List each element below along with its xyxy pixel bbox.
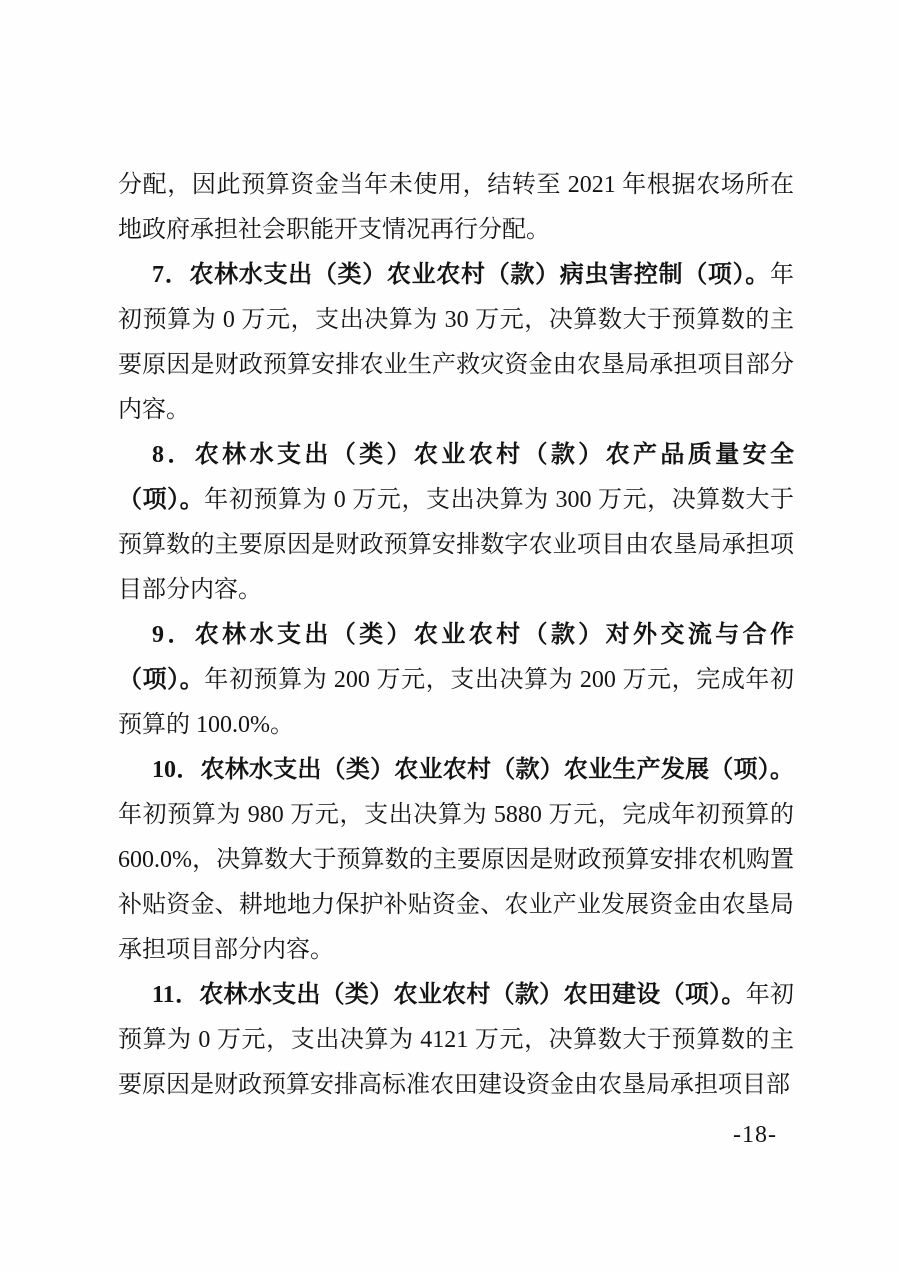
item-7-heading: 7．农林水支出（类）农业农村（款）病虫害控制（项）。: [152, 262, 770, 288]
item-11-heading: 11．农林水支出（类）农业农村（款）农田建设（项）。: [152, 982, 746, 1008]
item-7-body: 年初预算为 0 万元，支出决算为 30 万元，决算数大于预算数的主要原因是财政预算安排农业生产救灾资金由农垦局承担项目部分内容。: [118, 262, 794, 423]
paragraph-item-10: [118, 748, 794, 973]
item-11-body: 年初预算为 0 万元，支出决算为 4121 万元，决算数大于预算数的主要原因是财政预算安排高标准农田建设资金由农垦局承担项目部: [118, 982, 794, 1098]
item-9-body: 年初预算为 200 万元，支出决算为 200 万元，完成年初预算的 100.0%。: [118, 667, 795, 738]
paragraph-item-8: [118, 433, 794, 613]
item-8-body: 年初预算为 0 万元，支出决算为 300 万元，决算数大于预算数的主要原因是财政预算安排数字农业项目由农垦局承担项目部分内容。: [118, 487, 795, 603]
paragraph-item-11: [118, 973, 794, 1108]
item-10-body: 年初预算为 980 万元，支出决算为 5880 万元，完成年初预算的 600.0%，决算数大于预算数的主要原因是财政预算安排农机购置补贴资金、耕地地力保护补贴资金、农业产业发展资金由农垦局承担项目部分内容。: [118, 802, 794, 963]
paragraph-item-9: [118, 613, 794, 748]
item-9-heading: 9．农林水支出（类）农业农村（款）对外交流与合作（项）。: [118, 622, 794, 693]
page-number: -18-: [733, 1122, 777, 1148]
paragraph-text: 分配，因此预算资金当年未使用，结转至 2021 年根据农场所在地政府承担社会职能开支情况再行分配。: [118, 172, 794, 243]
item-10-heading: 10．农林水支出（类）农业农村（款）农业生产发展（项）。: [152, 757, 794, 783]
item-8-heading: 8．农林水支出（类）农业农村（款）农产品质量安全（项）。: [118, 442, 794, 513]
paragraph-continuation: [118, 163, 794, 253]
document-body: [118, 163, 794, 1108]
paragraph-item-7: [118, 253, 794, 433]
